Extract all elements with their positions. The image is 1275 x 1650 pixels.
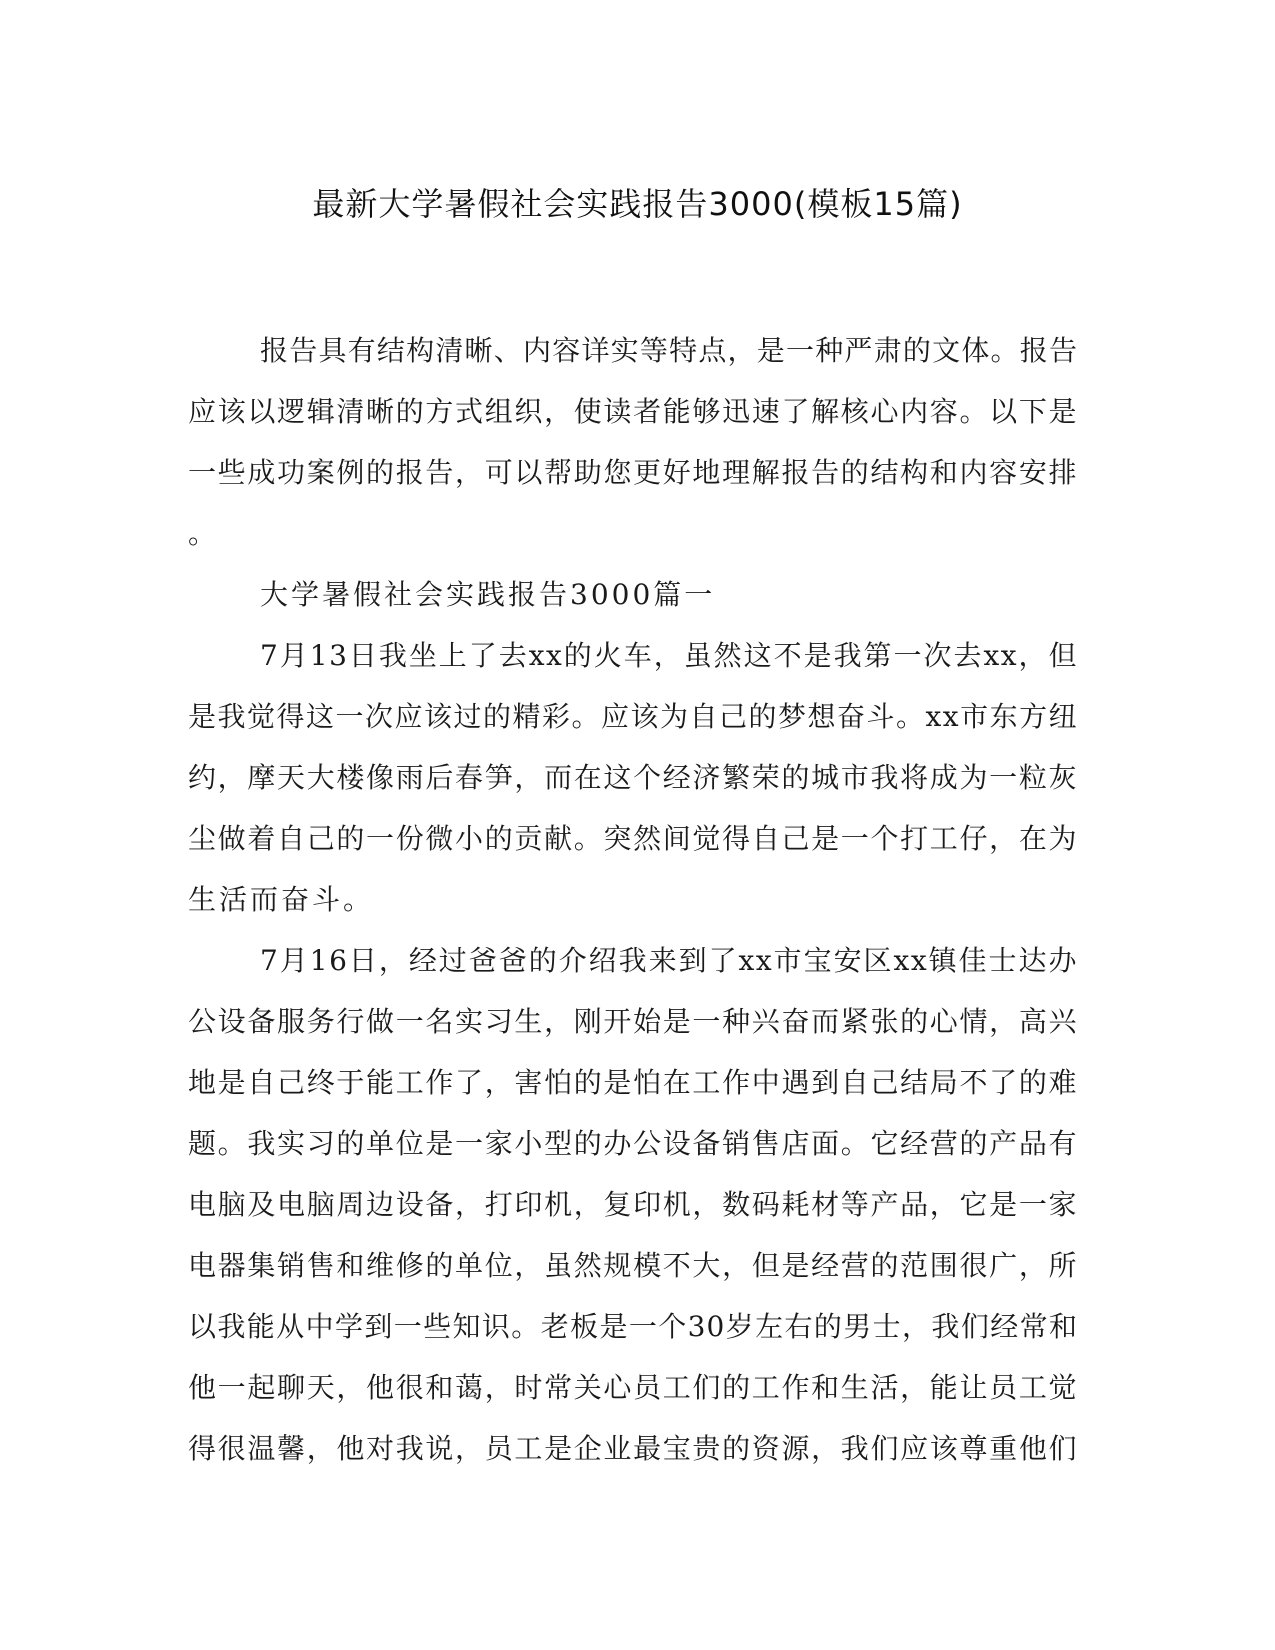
paragraph-line: 得很温馨，他对我说，员工是企业最宝贵的资源，我们应该尊重他们 bbox=[188, 1432, 1078, 1465]
document-body bbox=[188, 320, 1078, 1479]
paragraph-line: 一些成功案例的报告，可以帮助您更好地理解报告的结构和内容安排 bbox=[188, 456, 1078, 489]
paragraph-line: 是我觉得这一次应该过的精彩。应该为自己的梦想奋斗。xx市东方纽 bbox=[188, 700, 1079, 733]
paragraph-line: 约，摩天大楼像雨后春笋，而在这个经济繁荣的城市我将成为一粒灰 bbox=[188, 761, 1078, 794]
paragraph-line: 他一起聊天，他很和蔼，时常关心员工们的工作和生活，能让员工觉 bbox=[188, 1371, 1078, 1404]
document-title: 最新大学暑假社会实践报告3000(模板15篇) bbox=[312, 185, 963, 223]
paragraph-line: 题。我实习的单位是一家小型的办公设备销售店面。它经营的产品有 bbox=[188, 1127, 1078, 1160]
section-heading: 大学暑假社会实践报告3000篇一 bbox=[260, 578, 716, 611]
paragraph-line: 以我能从中学到一些知识。老板是一个30岁左右的男士，我们经常和 bbox=[188, 1310, 1078, 1343]
paragraph-line: 。 bbox=[188, 517, 220, 550]
paragraph-line: 7月16日，经过爸爸的介绍我来到了xx市宝安区xx镇佳士达办 bbox=[260, 944, 1078, 977]
paragraph-line: 应该以逻辑清晰的方式组织，使读者能够迅速了解核心内容。以下是 bbox=[188, 395, 1078, 428]
paragraph-line: 报告具有结构清晰、内容详实等特点，是一种严肃的文体。报告 bbox=[260, 334, 1078, 367]
paragraph-line: 生活而奋斗。 bbox=[188, 883, 375, 916]
paragraph-line: 公设备服务行做一名实习生，刚开始是一种兴奋而紧张的心情，高兴 bbox=[188, 1005, 1078, 1038]
paragraph-line: 地是自己终于能工作了，害怕的是怕在工作中遇到自己结局不了的难 bbox=[188, 1066, 1078, 1099]
paragraph-line: 电器集销售和维修的单位，虽然规模不大，但是经营的范围很广，所 bbox=[188, 1249, 1078, 1282]
paragraph-line: 7月13日我坐上了去xx的火车，虽然这不是我第一次去xx，但 bbox=[260, 639, 1078, 672]
paragraph-line: 电脑及电脑周边设备，打印机，复印机，数码耗材等产品，它是一家 bbox=[188, 1188, 1078, 1221]
paragraph-line: 尘做着自己的一份微小的贡献。突然间觉得自己是一个打工仔，在为 bbox=[188, 822, 1078, 855]
